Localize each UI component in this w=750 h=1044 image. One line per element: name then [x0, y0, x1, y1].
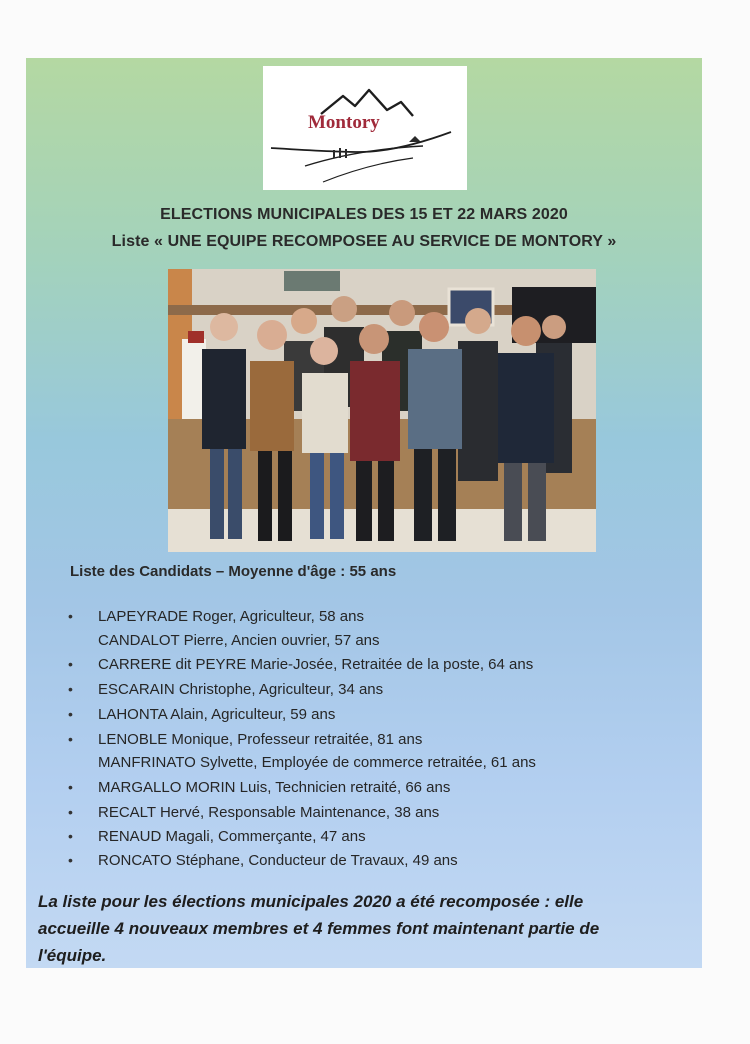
group-photo [168, 269, 596, 552]
bullet-icon: • [68, 779, 73, 795]
logo-text: Montory [308, 112, 380, 133]
candidate-text: CARRERE dit PEYRE Marie-Josée, Retraitée de la poste, 64 ans [98, 656, 534, 673]
bullet-icon: • [68, 608, 73, 624]
bullet-icon: • [68, 706, 73, 722]
candidate-text: RECALT Hervé, Responsable Maintenance, 38 ans [98, 804, 440, 821]
candidates-heading: Liste des Candidats – Moyenne d'âge : 55 ans [70, 563, 397, 580]
montory-logo [263, 66, 467, 190]
candidate-text: RENAUD Magali, Commerçante, 47 ans [98, 828, 366, 845]
closing-line: La liste pour les élections municipales 2020 a été recomposée : elle [38, 892, 584, 911]
candidate-text: LENOBLE Monique, Professeur retraitée, 81 ans [98, 731, 423, 748]
candidate-text: LAPEYRADE Roger, Agriculteur, 58 ans [98, 608, 364, 625]
bullet-icon: • [68, 804, 73, 820]
list-title: Liste « UNE EQUIPE RECOMPOSEE AU SERVICE DE MONTORY » [111, 233, 617, 250]
closing-line: l'équipe. [38, 946, 107, 965]
candidate-text: CANDALOT Pierre, Ancien ouvrier, 57 ans [98, 632, 380, 649]
candidate-text: MARGALLO MORIN Luis, Technicien retraité, 66 ans [98, 779, 451, 796]
bullet-icon: • [68, 828, 73, 844]
bullet-icon: • [68, 681, 73, 697]
bullet-icon: • [68, 852, 73, 868]
candidate-text: ESCARAIN Christophe, Agriculteur, 34 ans [98, 681, 384, 698]
closing-line: accueille 4 nouveaux membres et 4 femmes font maintenant partie de [38, 919, 600, 938]
group-photo-icon [168, 269, 596, 552]
candidate-text: MANFRINATO Sylvette, Employée de commerce retraitée, 61 ans [98, 754, 536, 771]
bullet-icon: • [68, 656, 73, 672]
page-title: ELECTIONS MUNICIPALES DES 15 ET 22 MARS 2020 [160, 206, 568, 223]
candidate-text: RONCATO Stéphane, Conducteur de Travaux, 49 ans [98, 852, 458, 869]
bullet-icon: • [68, 731, 73, 747]
candidate-text: LAHONTA Alain, Agriculteur, 59 ans [98, 706, 336, 723]
closing-statement [38, 888, 678, 969]
